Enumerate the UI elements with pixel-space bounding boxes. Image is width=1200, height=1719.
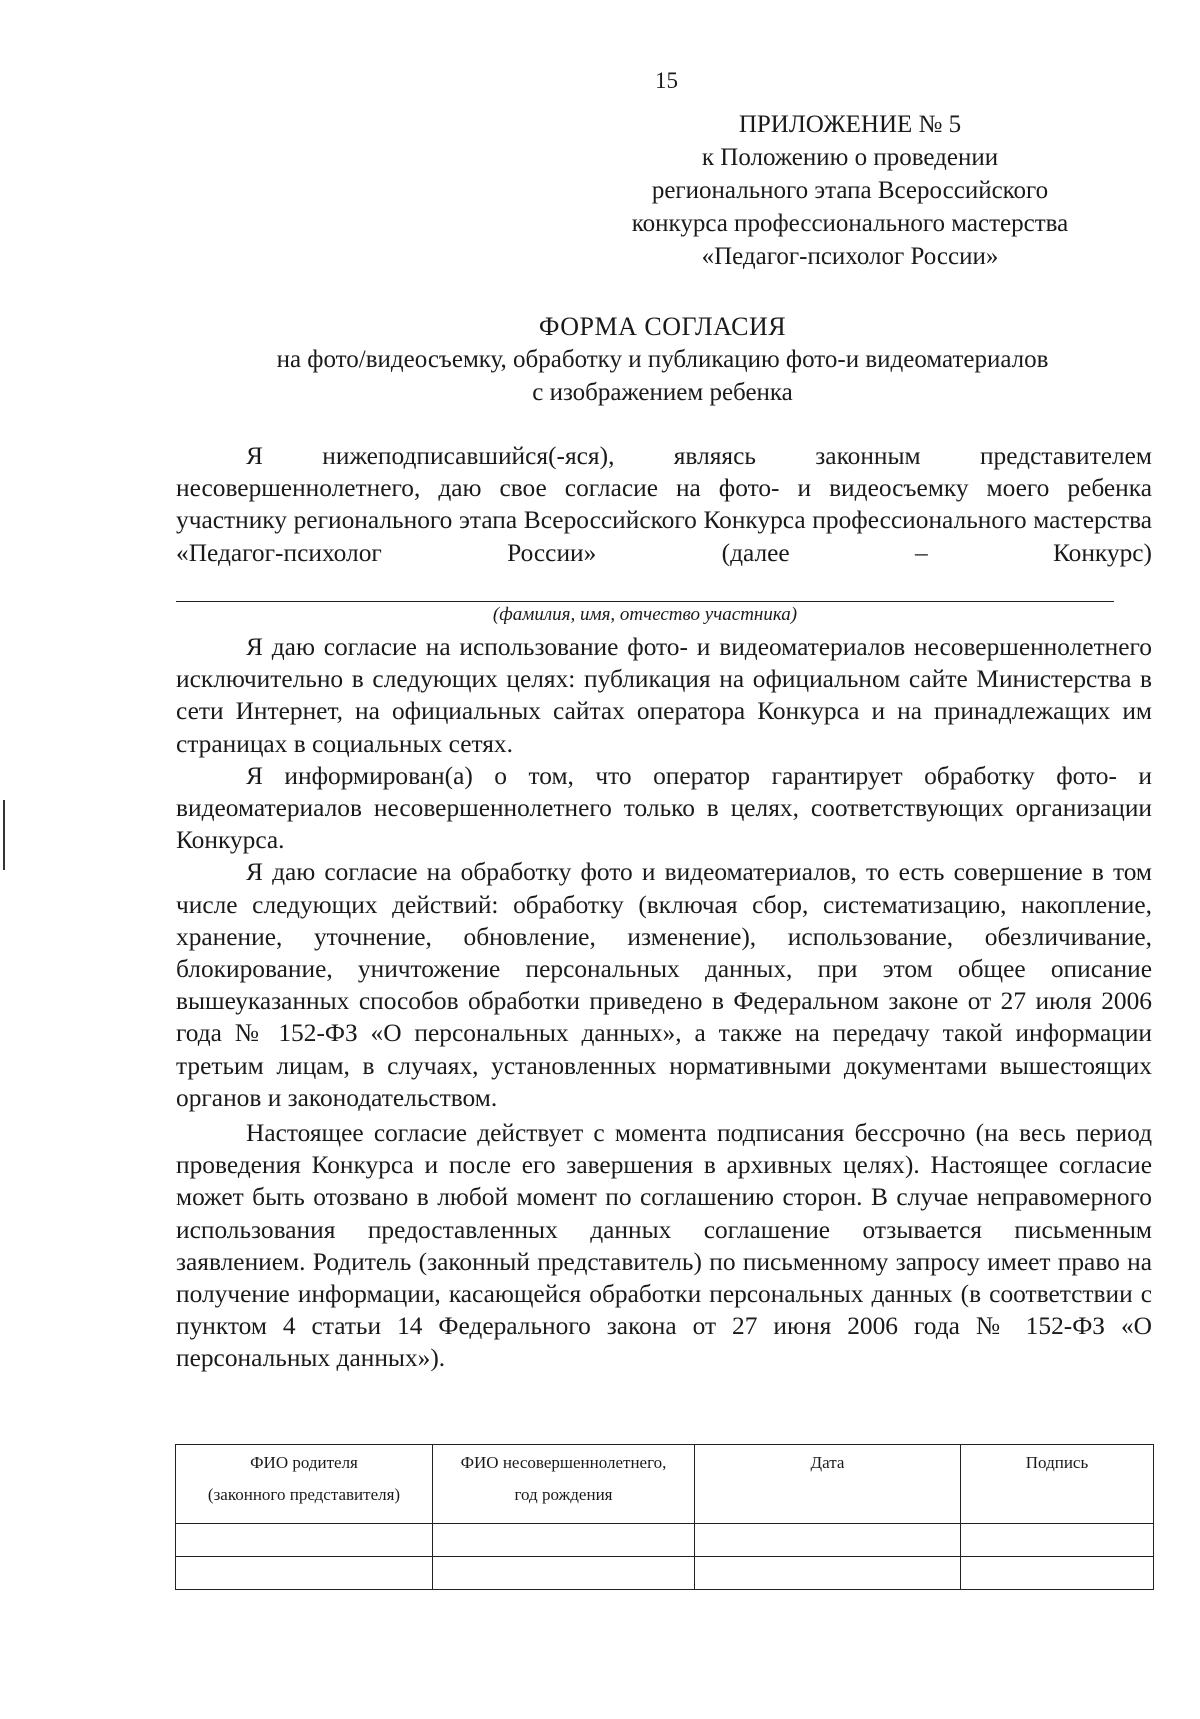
form-subtitle-line: с изображением ребенка <box>532 379 793 406</box>
table-cell[interactable] <box>961 1524 1154 1557</box>
signature-table <box>175 1444 1154 1590</box>
paragraph: Настоящее согласие действует с момента подписания бессрочно (на весь период проведения Конкурса и после его завершения в архивных целях). Настоящее согласие может быть отозвано в любой момент по соглашению сторон. В случае неправомерного использования предоставленных данных соглашение отзывается письменным заявлением. Родитель (законный представитель) по письменному запросу имеет право на получение информации, касающейся обработки персональных данных (в соответствии с пунктом 4 статьи 14 Федерального закона от 27 июня 2006 года № 152-ФЗ «О персональных данных»). <box>176 1119 1152 1373</box>
table-cell[interactable] <box>176 1524 433 1557</box>
table-header-minor: ФИО несовершеннолетнего, год рождения <box>433 1445 695 1524</box>
form-title-block <box>175 310 1150 409</box>
appendix-title: ПРИЛОЖЕНИЕ № 5 <box>738 111 962 138</box>
table-row <box>176 1524 1154 1557</box>
consent-paragraphs <box>176 631 1152 1375</box>
table-cell[interactable] <box>695 1524 961 1557</box>
appendix-line: регионального этапа Всероссийского <box>651 177 1049 204</box>
paragraph: Я даю согласие на использование фото- и видеоматериалов несовершеннолетнего исключительно в следующих целях: публикация на официальном сайте Министерства в сети Интернет, на официальных сайтах оператора Конкурса и на принадлежащих им страницах в социальных сетях. <box>176 633 1152 758</box>
paragraph: Я нижеподписавшийся(-яся), являясь законным представителем несовершеннолетнего, даю свое согласие на фото- и видеосъемку моего ребенка участнику регионального этапа Всероссийского Конкурса профессионального мастерства «Педагог-психолог России» (далее – Конкурс) <box>176 442 1152 567</box>
page-number: 15 <box>655 68 678 93</box>
consent-paragraph-intro <box>176 440 1152 569</box>
appendix-line: конкурса профессионального мастерства <box>631 210 1069 237</box>
appendix-line: к Положению о проведении <box>701 144 999 171</box>
table-header-signature: Подпись <box>961 1445 1154 1524</box>
paragraph: Я даю согласие на обработку фото и видеоматериалов, то есть совершение в том числе следующих действий: обработку (включая сбор, систематизацию, накопление, хранение, уточнение, обновление, изменение), использование, обезличивание, блокирование, уничтожение персональных данных, при этом общее описание вышеуказанных способов обработки приведено в Федеральном законе от 27 июля 2006 года № 152-ФЗ «О персональных данных», а также на передачу такой информации третьим лицам, в случаях, установленных нормативными документами вышестоящих органов и законодательством. <box>176 858 1152 1112</box>
table-cell[interactable] <box>433 1557 695 1590</box>
appendix-header <box>600 108 1100 273</box>
table-header-date: Дата <box>695 1445 961 1524</box>
scan-edge-mark <box>3 800 5 870</box>
table-row <box>176 1557 1154 1590</box>
table-header-row <box>176 1445 1154 1524</box>
participant-name-line[interactable] <box>176 601 1114 602</box>
table-cell[interactable] <box>433 1524 695 1557</box>
form-subtitle-line: на фото/видеосъемку, обработку и публикацию фото-и видеоматериалов <box>276 346 1049 373</box>
appendix-line: «Педагог-психолог России» <box>701 243 999 270</box>
paragraph: Я информирован(а) о том, что оператор гарантирует обработку фото- и видеоматериалов несовершеннолетнего только в целях, соответствующих организации Конкурса. <box>176 761 1152 855</box>
table-cell[interactable] <box>176 1557 433 1590</box>
table-header-parent: ФИО родителя (законного представителя) <box>176 1445 433 1524</box>
table-cell[interactable] <box>961 1557 1154 1590</box>
table-cell[interactable] <box>695 1557 961 1590</box>
form-title: ФОРМА СОГЛАСИЯ <box>538 312 787 341</box>
participant-name-caption: (фамилия, имя, отчество участника) <box>492 604 798 625</box>
